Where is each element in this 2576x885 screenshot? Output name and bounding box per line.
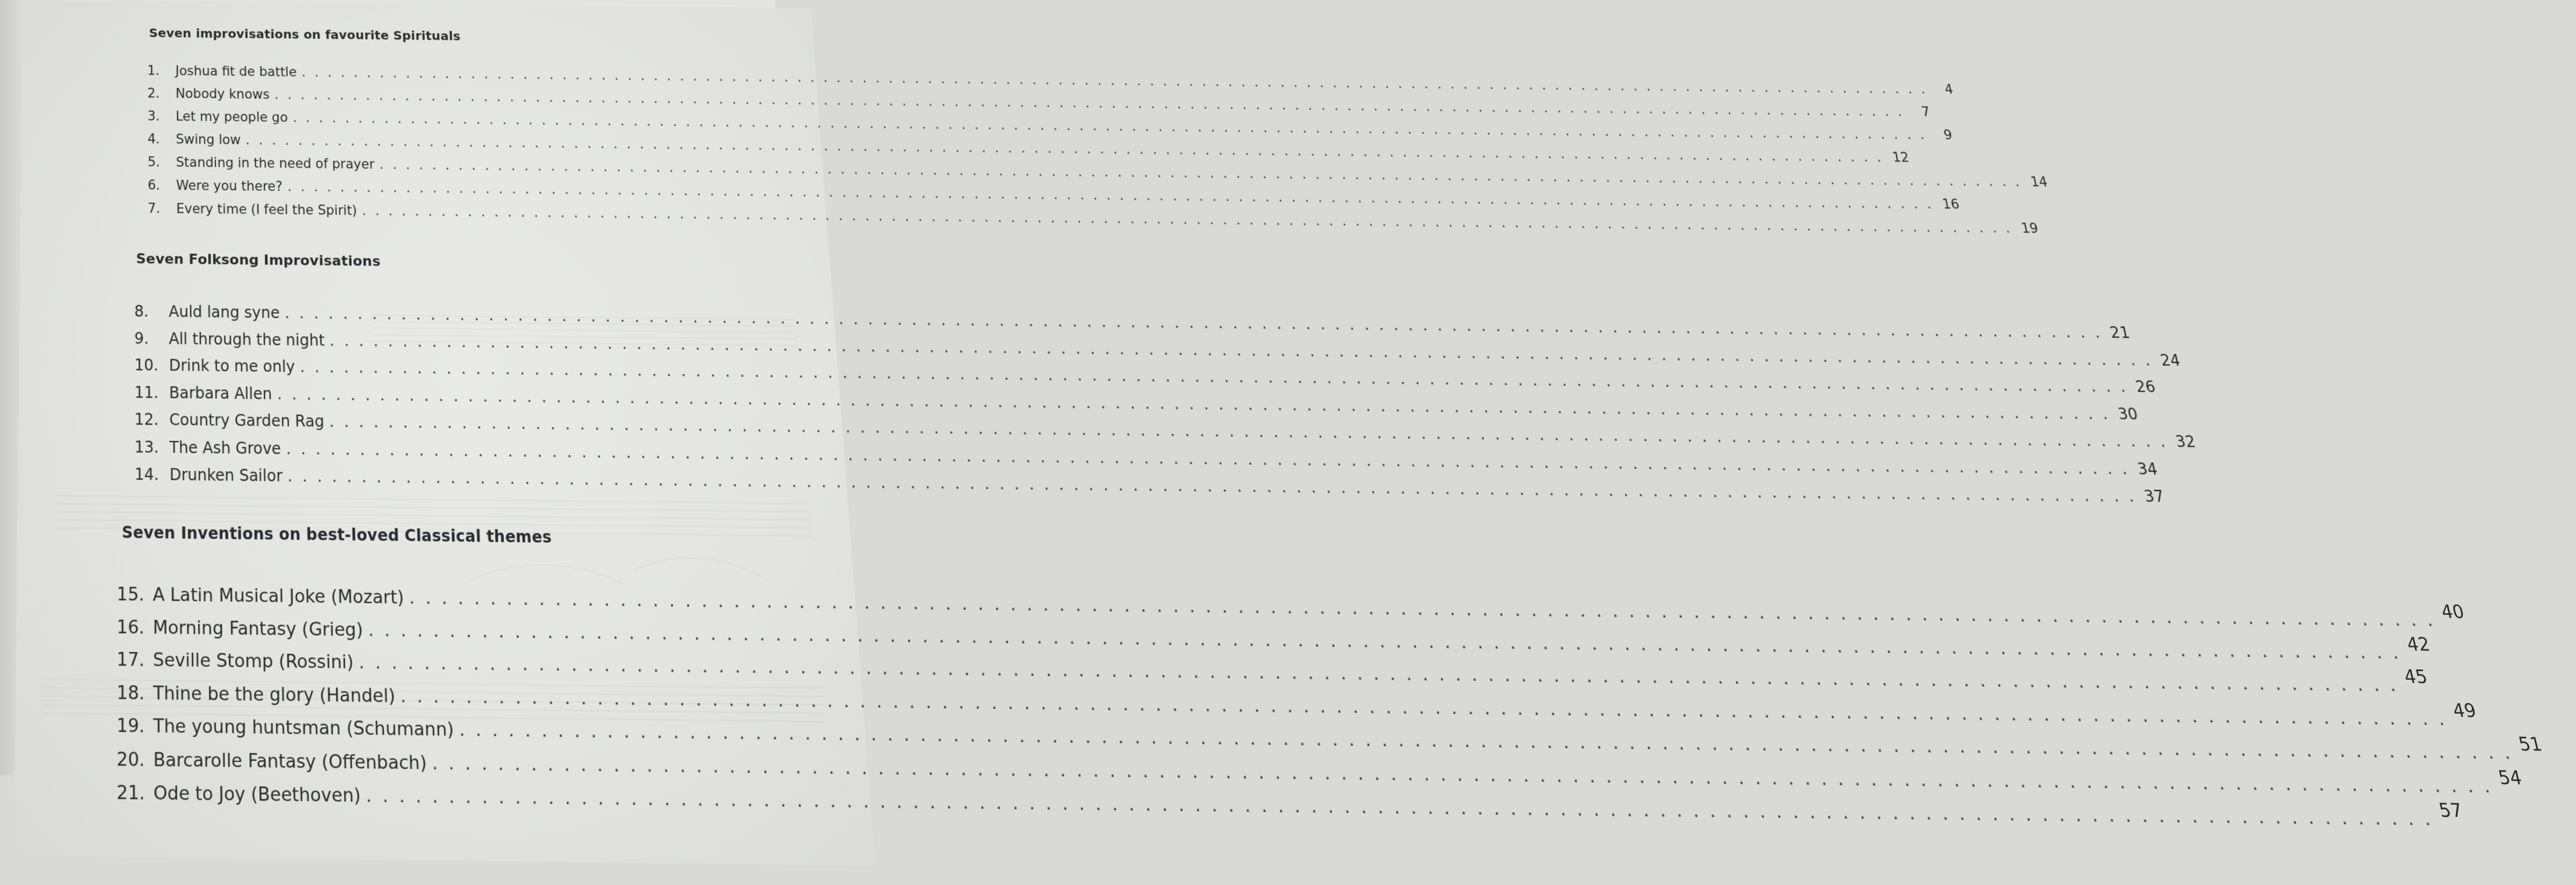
entry-title: Drink to me only <box>169 356 296 376</box>
section-heading: Seven Folksong Improvisations <box>136 251 381 270</box>
entry-title: Every time (I feel the Spirit) <box>176 201 357 219</box>
toc-section-classical <box>116 523 2545 823</box>
entry-page-number: 37 <box>2142 486 2166 506</box>
entry-number: 3. <box>147 108 160 124</box>
entry-title: Ode to Joy (Beethoven) <box>153 782 362 807</box>
entry-title: Seville Stomp (Rossini) <box>153 649 354 674</box>
entry-page-number: 51 <box>2516 734 2545 756</box>
entry-title: Barbara Allen <box>169 383 272 403</box>
entry-title: Were you there? <box>176 177 283 194</box>
entry-number: 6. <box>147 177 160 193</box>
entry-title: A Latin Musical Joke (Mozart) <box>153 584 405 609</box>
entry-number: 20. <box>116 748 145 771</box>
entry-page-number: 21 <box>2108 323 2132 342</box>
entry-page-number: 26 <box>2134 377 2158 396</box>
entry-page-number: 32 <box>2173 432 2198 451</box>
entry-page-number: 24 <box>2158 351 2182 370</box>
entry-page-number: 19 <box>2020 220 2040 236</box>
entry-title: Morning Fantasy (Grieg) <box>153 617 363 641</box>
entry-number: 17. <box>116 649 145 671</box>
entry-page-number: 42 <box>2405 633 2432 655</box>
entry-title: All through the night <box>168 329 325 350</box>
entry-number: 11. <box>134 383 159 402</box>
entry-number: 14. <box>134 465 159 484</box>
entry-page-number: 45 <box>2402 666 2430 688</box>
entry-number: 4. <box>147 131 160 147</box>
entry-page-number: 57 <box>2437 800 2465 823</box>
entry-number: 10. <box>134 356 159 375</box>
entry-title: The Ash Grove <box>169 437 282 458</box>
entry-title: Auld lang syne <box>168 302 280 322</box>
entry-page-number: 4 <box>1943 82 1955 97</box>
toc-entry-list <box>116 583 2545 824</box>
toc-section-folksongs <box>134 251 2198 506</box>
entry-number: 21. <box>116 781 145 804</box>
entry-number: 5. <box>147 154 160 170</box>
entry-page-number: 34 <box>2135 459 2159 479</box>
section-heading: Seven Inventions on best-loved Classical themes <box>122 523 552 547</box>
entry-number: 1. <box>147 63 160 78</box>
entry-page-number: 9 <box>1942 127 1954 143</box>
toc-section-spirituals <box>147 25 2049 236</box>
entry-title: Barcarolle Fantasy (Offenbach) <box>153 749 428 774</box>
entry-number: 15. <box>116 583 145 606</box>
toc-entry-list <box>134 302 2198 506</box>
entry-title: Joshua fit de battle <box>175 63 297 80</box>
entry-page-number: 40 <box>2439 601 2466 623</box>
entry-title: Nobody knows <box>175 86 270 102</box>
entry-number: 19. <box>116 715 145 737</box>
toc-entry-list <box>147 63 2049 236</box>
entry-number: 9. <box>134 329 149 348</box>
book-page <box>14 0 2545 866</box>
entry-title: Swing low <box>176 131 241 148</box>
entry-page-number: 30 <box>2116 404 2140 423</box>
entry-number: 12. <box>134 410 159 429</box>
entry-page-number: 54 <box>2496 766 2525 789</box>
entry-number: 8. <box>134 302 149 321</box>
section-heading: Seven improvisations on favourite Spirituals <box>149 25 461 44</box>
entry-page-number: 7 <box>1920 104 1932 120</box>
entry-number: 18. <box>116 681 145 704</box>
entry-number: 16. <box>116 616 145 638</box>
entry-page-number: 12 <box>1891 150 1911 165</box>
toc-entry <box>116 781 2465 824</box>
entry-title: Thine be the glory (Handel) <box>153 682 396 707</box>
entry-number: 13. <box>134 437 159 457</box>
entry-number: 7. <box>147 201 160 216</box>
entry-title: Country Garden Rag <box>169 410 325 431</box>
entry-page-number: 49 <box>2451 700 2479 722</box>
entry-page-number: 16 <box>1941 196 1961 212</box>
entry-title: Standing in the need of prayer <box>176 154 375 172</box>
entry-number: 2. <box>147 85 160 101</box>
entry-title: Drunken Sailor <box>169 465 283 486</box>
entry-title: The young huntsman (Schumann) <box>153 715 455 741</box>
entry-title: Let my people go <box>176 108 288 125</box>
entry-page-number: 14 <box>2029 174 2049 190</box>
table-of-contents <box>23 0 2545 823</box>
